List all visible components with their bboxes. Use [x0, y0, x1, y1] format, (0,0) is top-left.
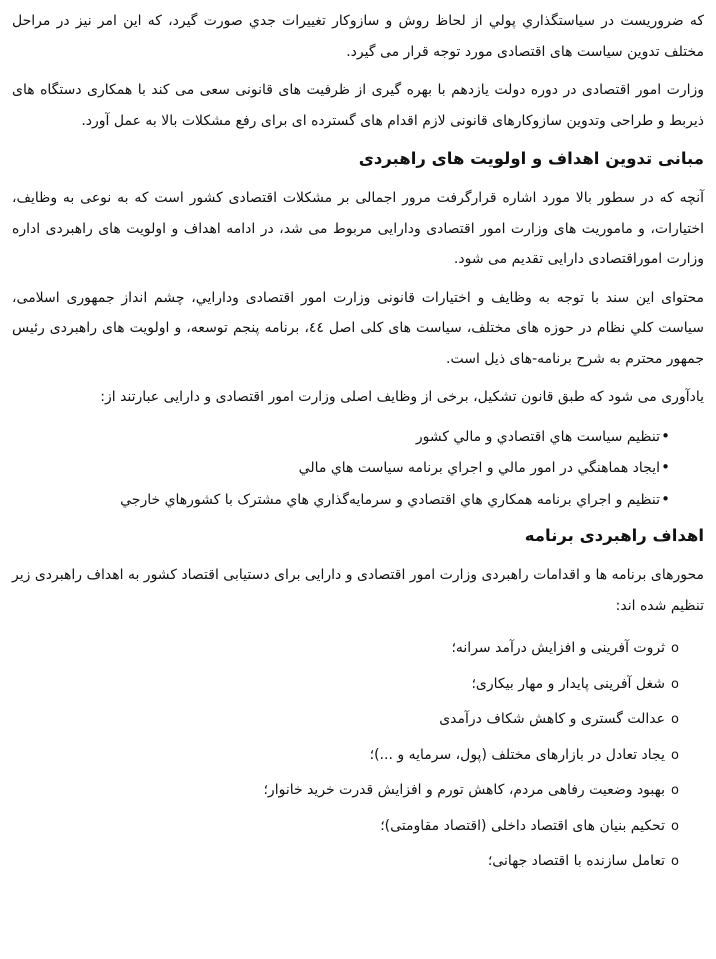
ministry-duties-list	[12, 421, 704, 516]
bullet-icon: •	[661, 426, 670, 445]
list-item	[12, 667, 704, 703]
circle-bullet-icon: o	[671, 747, 679, 763]
list-item-text: تحکیم بنیان های اقتصاد داخلی (اقتصاد مقاومتی)؛	[380, 817, 665, 834]
list-item-text: عدالت گستری و کاهش شکاف درآمدی	[439, 711, 665, 727]
section-heading-strategic-goals: اهداف راهبردی برنامه	[524, 526, 704, 545]
section1-paragraph-3: یادآوری می شود که طبق قانون تشکیل، برخی از وظایف اصلی وزارت امور اقتصادی و دارایی عبارتند از:	[100, 389, 704, 405]
list-item	[12, 484, 704, 516]
section2-paragraph: محورهای برنامه ها و اقدامات راهبردی وزارت امور اقتصادی و دارایی برای دستیابی اقتصاد کشور به اهداف راهبردی زیر تنظیم شده اند:	[12, 567, 704, 614]
list-item-text: ايجاد هماهنگي در امور مالي و اجراي برنامه سياست هاي مالي	[298, 460, 660, 476]
list-item	[12, 809, 704, 845]
list-item	[12, 421, 704, 453]
list-item	[12, 773, 704, 809]
list-item-text: ثروت آفرینی و افزایش درآمد سرانه؛	[451, 640, 665, 656]
circle-bullet-icon: o	[671, 818, 679, 834]
list-item-text: شغل آفرینی پایدار و مهار بیکاری؛	[471, 675, 665, 692]
strategic-goals-list	[12, 631, 704, 880]
section1-paragraph-2: محتوای این سند با توجه به وظایف و اختیارات قانونی وزارت امور اقتصادی ودارايي، چشم انداز جمهوری اسلامی، سیاست کلي نظام در حوزه های مختلف، سیاست های کلی اصل ٤٤، برنامه پنجم توسعه، و اولویت های راهبردی رئیس جمهور محترم به شرح برنامه-های ذیل است.	[12, 289, 704, 367]
bullet-icon: •	[661, 458, 670, 476]
list-item	[12, 738, 704, 774]
circle-bullet-icon: o	[671, 676, 679, 692]
list-item-text: تعامل سازنده با اقتصاد جهانی؛	[487, 853, 665, 869]
bullet-icon: •	[661, 489, 670, 508]
circle-bullet-icon: o	[671, 712, 679, 727]
list-item-text: یجاد تعادل در بازارهای مختلف (پول، سرمایه و ...)؛	[369, 746, 665, 763]
circle-bullet-icon: o	[671, 854, 679, 869]
section-heading-strategic-basis: مبانی تدوین اهداف و اولویت های راهبردی	[358, 149, 704, 168]
list-item	[12, 631, 704, 667]
list-item-text: بهبود وضعیت رفاهی مردم، کاهش تورم و افزایش قدرت خرید خانوار؛	[263, 782, 665, 798]
circle-bullet-icon: o	[671, 641, 679, 656]
intro-paragraph-1: که ضروریست در سیاستگذاري پولي از لحاظ روش و سازوکار تغییرات جدي صورت گیرد، که این امر نیز در مراحل مختلف تدوین سیاست های اقتصادی مورد توجه قرار می گیرد.	[12, 13, 704, 60]
section1-paragraph-1: آنچه که در سطور بالا مورد اشاره قرارگرفت مرور اجمالی بر مشکلات اقتصادی کشور است که به نوعی به وظایف، اختیارات، و ماموریت های وزارت امور اقتصادی ودارایی مربوط می شد، در ادامه اهداف و اولویت های راهبردی اداره وزارت اموراقتصادی دارایی تقدیم می شود.	[12, 190, 704, 267]
list-item-text: تنظيم و اجراي برنامه همکاري هاي اقتصادي و سرمايه‌گذاري هاي مشترک با کشورهاي خارجي	[120, 491, 660, 508]
list-item	[12, 702, 704, 738]
circle-bullet-icon: o	[671, 783, 679, 798]
list-item-text: تنظيم سياست هاي اقتصادي و مالي کشور	[415, 428, 660, 445]
intro-paragraph-2: وزارت امور اقتصادی در دوره دولت یازدهم با بهره گیری از ظرفیت های قانونی سعی می کند با همکاری دستگاه های ذیربط و طراحی وتدوین سازوکارهای قانونی لازم اقدام های گسترده ای برای رفع مشکلات بالا به عمل آورد.	[12, 82, 704, 129]
list-item	[12, 844, 704, 880]
list-item	[12, 452, 704, 484]
